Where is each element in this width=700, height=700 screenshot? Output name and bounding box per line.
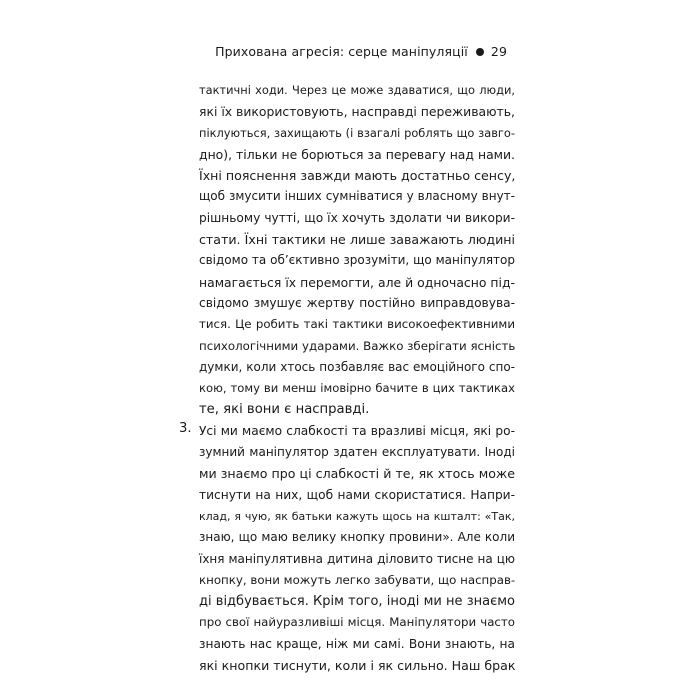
text-line: знаю, що маю велику кнопку провини». Але коли bbox=[199, 530, 515, 545]
text-line: те, які вони є насправді. bbox=[199, 402, 370, 418]
text-line: свідомо змушує жертву постійно виправдовува- bbox=[199, 295, 515, 310]
text-line: ді відбувається. Крім того, іноді ми не знаємо bbox=[199, 594, 515, 610]
page-number: 29 bbox=[490, 44, 507, 59]
text-line: їхня маніпулятивна дитина діловито тисне на цю bbox=[199, 551, 515, 566]
text-line: про свої найуразливіші місця. Маніпулятори часто bbox=[199, 615, 515, 630]
text-line: ми знаємо про ці слабкості й те, як хтось може bbox=[199, 466, 515, 482]
text-line: свідомо та об’єктивно зрозуміти, що маніпулятор bbox=[199, 253, 515, 268]
text-line: тактичні ходи. Через це може здаватися, що люди, bbox=[199, 83, 515, 97]
text-line: тиснути на них, щоб нами скористатися. Напри- bbox=[199, 487, 515, 502]
text-line: кою, тому ви менш імовірно бачите в цих тактиках bbox=[199, 381, 515, 396]
text-line: рішньому чутті, що їх хочуть здолати чи викори- bbox=[199, 210, 515, 225]
text-line: стати. Їхні тактики не лише заважають людині bbox=[199, 232, 515, 248]
text-line: кнопку, вони можуть легко забувати, що насправ- bbox=[199, 572, 516, 587]
text-line: психологічними ударами. Важко зберігати ясність bbox=[199, 338, 516, 353]
text-line: Їхні пояснення завжди мають достатньо сенсу, bbox=[199, 168, 516, 184]
text-line: зумний маніпулятор здатен експлуатувати. Іноді bbox=[199, 445, 515, 460]
running-header bbox=[215, 44, 507, 59]
text-line: тися. Це робить такі тактики високоефективними bbox=[199, 317, 515, 332]
text-line: дно), тільки не борються за перевагу над нами. bbox=[199, 146, 515, 162]
list-item-3 bbox=[199, 421, 515, 677]
text-line: думки, коли хтось позбавляє вас емоційного спо- bbox=[199, 359, 515, 374]
running-title: Прихована агресія: серце маніпуляції bbox=[215, 44, 468, 59]
text-line: знають нас краще, ніж ми самі. Вони знають, на bbox=[199, 636, 515, 651]
page-body bbox=[199, 80, 515, 676]
text-line: Усі ми маємо слабкості та вразливі місця, які ро- bbox=[199, 423, 515, 438]
text-line: які їх використовують, насправді переживають, bbox=[199, 104, 515, 120]
text-line: піклуються, захищають (і взагалі роблять що завго- bbox=[199, 125, 515, 140]
list-number: 3. bbox=[179, 421, 192, 436]
text-line: намагається їх перемогти, але й одночасно під- bbox=[199, 274, 515, 290]
paragraph-continuation bbox=[199, 80, 515, 421]
text-line: які кнопки тиснути, коли і як сильно. Наш брак bbox=[199, 658, 516, 674]
text-line: щоб змусити інших сумніватися у власному внут- bbox=[199, 189, 515, 204]
header-bullet-icon bbox=[476, 48, 484, 56]
text-line: клад, я чую, як батьки кажуть щось на кшталт: «Так, bbox=[199, 509, 515, 523]
